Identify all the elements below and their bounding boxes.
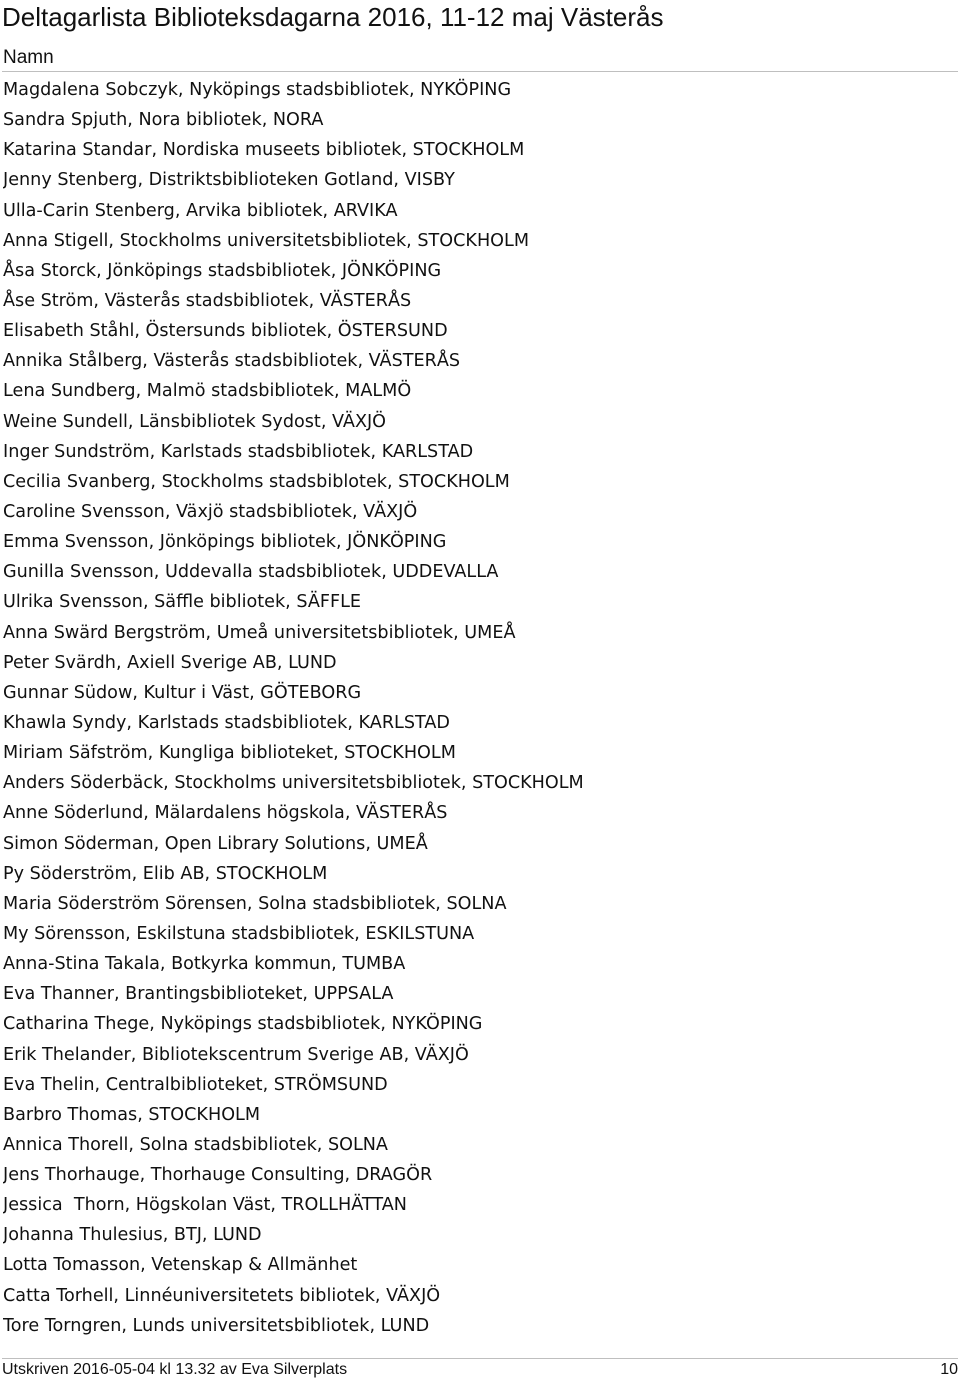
page-footer <box>2 1358 958 1381</box>
list-item: Eva Thanner, Brantingsbiblioteket, UPPSALA <box>3 984 394 1005</box>
list-item: Catta Torhell, Linnéuniversitetets bibliotek, VÄXJÖ <box>3 1285 441 1306</box>
list-item: Anna Stigell, Stockholms universitetsbibliotek, STOCKHOLM <box>3 230 530 251</box>
page-number: 10 <box>940 1361 958 1378</box>
list-item: Erik Thelander, Bibliotekscentrum Sverige AB, VÄXJÖ <box>3 1044 469 1065</box>
list-item: Sandra Spjuth, Nora bibliotek, NORA <box>3 110 324 131</box>
list-item: Ulla-Carin Stenberg, Arvika bibliotek, ARVIKA <box>3 200 398 221</box>
list-item: Khawla Syndy, Karlstads stadsbibliotek, KARLSTAD <box>3 712 450 733</box>
list-item: Johanna Thulesius, BTJ, LUND <box>3 1225 262 1246</box>
list-item: Barbro Thomas, STOCKHOLM <box>3 1104 261 1125</box>
list-item: Anders Söderbäck, Stockholms universitetsbibliotek, STOCKHOLM <box>3 773 584 794</box>
column-header <box>2 46 958 72</box>
list-item: Inger Sundström, Karlstads stadsbibliotek, KARLSTAD <box>3 441 474 462</box>
page-title: Deltagarlista Biblioteksdagarna 2016, 11-12 maj Västerås <box>2 2 664 32</box>
list-item: Caroline Svensson, Växjö stadsbibliotek, VÄXJÖ <box>3 501 418 522</box>
list-item: Annica Thorell, Solna stadsbibliotek, SOLNA <box>3 1134 388 1155</box>
list-item: Miriam Säfström, Kungliga biblioteket, STOCKHOLM <box>3 743 456 764</box>
list-item: Emma Svensson, Jönköpings bibliotek, JÖNKÖPING <box>3 532 447 553</box>
participant-list <box>3 75 953 1341</box>
list-item: Ulrika Svensson, Säffle bibliotek, SÄFFLE <box>3 592 362 613</box>
list-item: Annika Stålberg, Västerås stadsbibliotek, VÄSTERÅS <box>3 351 461 372</box>
list-item: Gunilla Svensson, Uddevalla stadsbibliotek, UDDEVALLA <box>3 562 499 583</box>
list-item: Lena Sundberg, Malmö stadsbibliotek, MALMÖ <box>3 381 412 402</box>
list-item: Anna Swärd Bergström, Umeå universitetsbibliotek, UMEÅ <box>3 622 516 643</box>
list-item: Weine Sundell, Länsbibliotek Sydost, VÄXJÖ <box>3 411 387 432</box>
list-item: Catharina Thege, Nyköpings stadsbibliotek, NYKÖPING <box>3 1014 483 1035</box>
list-item: Cecilia Svanberg, Stockholms stadsbiblotek, STOCKHOLM <box>3 471 510 492</box>
print-info: Utskriven 2016-05-04 kl 13.32 av Eva Silverplats <box>2 1361 348 1378</box>
list-item: Tore Torngren, Lunds universitetsbibliotek, LUND <box>3 1315 430 1336</box>
list-item: Anna-Stina Takala, Botkyrka kommun, TUMBA <box>3 954 406 975</box>
list-item: Anne Söderlund, Mälardalens högskola, VÄSTERÅS <box>3 803 448 824</box>
list-item: Gunnar Südow, Kultur i Väst, GÖTEBORG <box>3 682 362 703</box>
list-item: Peter Svärdh, Axiell Sverige AB, LUND <box>3 652 337 673</box>
list-item: Åse Ström, Västerås stadsbibliotek, VÄSTERÅS <box>3 290 412 311</box>
list-item: Elisabeth Ståhl, Östersunds bibliotek, ÖSTERSUND <box>3 321 448 342</box>
list-item: Py Söderström, Elib AB, STOCKHOLM <box>3 863 328 884</box>
list-item: Magdalena Sobczyk, Nyköpings stadsbibliotek, NYKÖPING <box>3 80 512 100</box>
list-item: Jenny Stenberg, Distriktsbiblioteken Gotland, VISBY <box>3 170 455 191</box>
list-item: Jessica Thorn, Högskolan Väst, TROLLHÄTTAN <box>3 1195 407 1216</box>
list-item: Åsa Storck, Jönköpings stadsbibliotek, JÖNKÖPING <box>3 260 442 281</box>
list-item: My Sörensson, Eskilstuna stadsbibliotek, ESKILSTUNA <box>3 923 475 944</box>
list-item: Lotta Tomasson, Vetenskap & Allmänhet <box>3 1255 358 1276</box>
list-item: Jens Thorhauge, Thorhauge Consulting, DRAGÖR <box>3 1165 433 1186</box>
list-item: Katarina Standar, Nordiska museets bibliotek, STOCKHOLM <box>3 140 525 161</box>
list-item: Maria Söderström Sörensen, Solna stadsbibliotek, SOLNA <box>3 893 507 914</box>
column-header-label: Namn <box>3 47 54 68</box>
list-item: Simon Söderman, Open Library Solutions, UMEÅ <box>3 833 428 854</box>
list-item: Eva Thelin, Centralbiblioteket, STRÖMSUND <box>3 1074 388 1095</box>
